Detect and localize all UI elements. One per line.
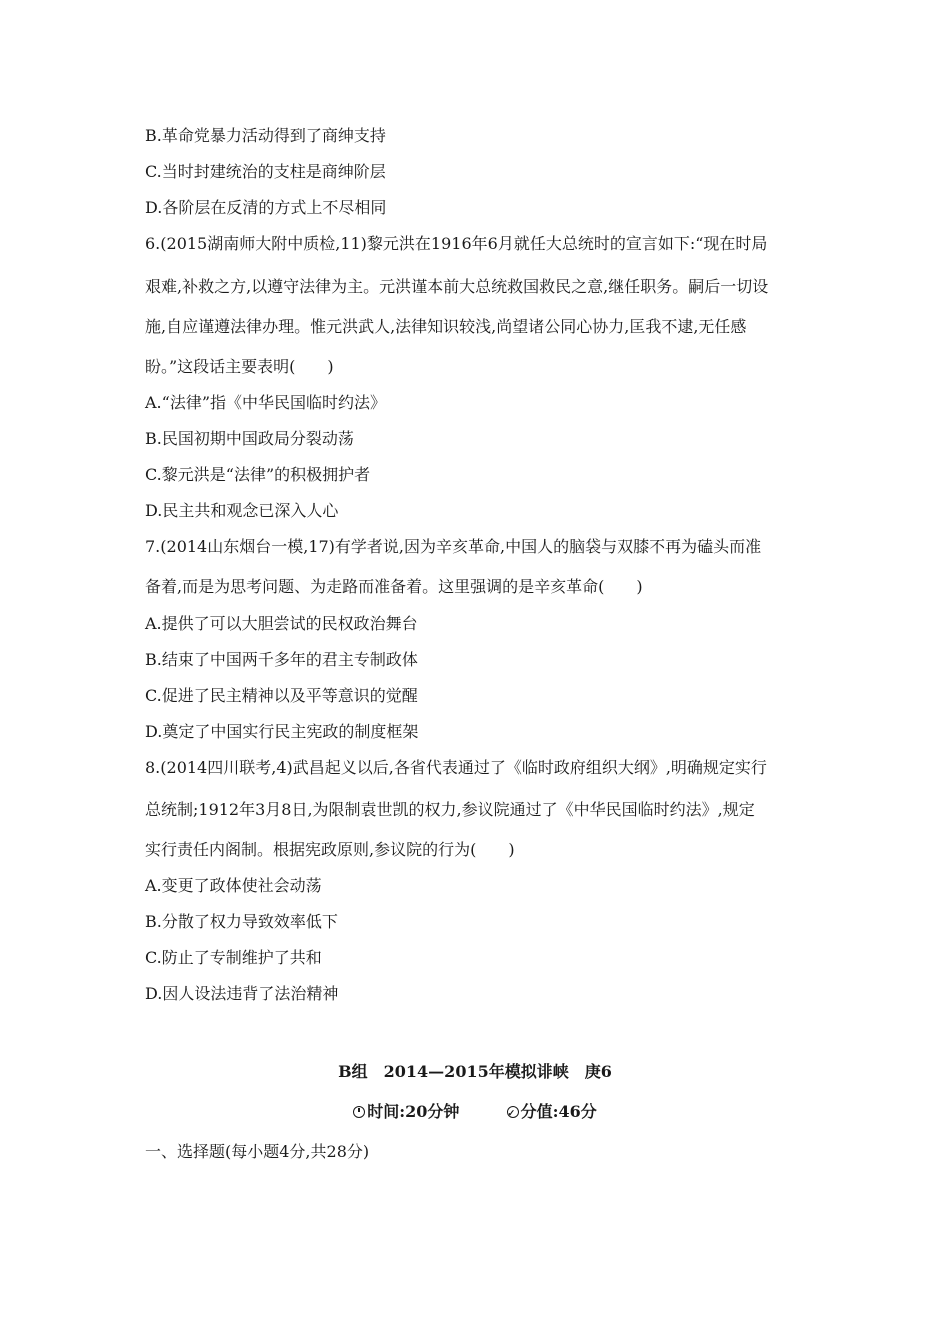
option-7b: B.结束了中国两千多年的君主专制政体 — [145, 650, 418, 669]
question-6-line-3: 施,自应谨遵法律办理。惟元洪武人,法律知识较浅,尚望诸公同心协力,匡我不逮,无任感 — [145, 317, 747, 336]
option-6d: D.民主共和观念已深入人心 — [145, 501, 339, 520]
score-label: 分值:46分 — [520, 1102, 597, 1121]
option-8a: A.变更了政体使社会动荡 — [145, 876, 322, 895]
option-8d: D.因人设法违背了法治精神 — [145, 984, 339, 1003]
question-6-line-2: 艰难,补救之方,以遵守法律为主。元洪谨本前大总统救国救民之意,继任职务。嗣后一切设 — [145, 277, 769, 296]
question-6-line-4: 盼。”这段话主要表明( ) — [145, 357, 334, 376]
clock-icon — [353, 1106, 365, 1118]
question-7-line-2: 备着,而是为思考问题、为走路而准备着。这里强调的是辛亥革命( ) — [145, 577, 643, 596]
option-6b: B.民国初期中国政局分裂动荡 — [145, 429, 354, 448]
question-8-line-2: 总统制;1912年3月8日,为限制袁世凯的权力,参议院通过了《中华民国临时约法》,规定 — [145, 800, 755, 819]
section-title: B组 2014—2015年模拟诽峡 庚6 — [338, 1062, 612, 1081]
option-8c: C.防止了专制维护了共和 — [145, 948, 322, 967]
option-7c: C.促进了民主精神以及平等意识的觉醒 — [145, 686, 418, 705]
option-5d: D.各阶层在反清的方式上不尽相同 — [145, 198, 387, 217]
subsection-heading: 一、选择题(每小题4分,共28分) — [145, 1142, 370, 1161]
option-5b: B.革命党暴力活动得到了商绅支持 — [145, 126, 386, 145]
check-icon — [507, 1106, 519, 1118]
time-score-row — [0, 1101, 950, 1123]
question-8-line-1: 8.(2014四川联考,4)武昌起义以后,各省代表通过了《临时政府组织大纲》,明确规定实行 — [145, 758, 767, 777]
question-7-line-1: 7.(2014山东烟台一模,17)有学者说,因为辛亥革命,中国人的脑袋与双膝不再为磕头而准 — [145, 537, 762, 556]
option-5c: C.当时封建统治的支柱是商绅阶层 — [145, 162, 386, 181]
time-label: 时间:20分钟 — [367, 1102, 460, 1121]
option-7d: D.奠定了中国实行民主宪政的制度框架 — [145, 722, 419, 741]
question-8-line-3: 实行责任内阁制。根据宪政原则,参议院的行为( ) — [145, 840, 515, 859]
option-6c: C.黎元洪是“法律”的积极拥护者 — [145, 465, 371, 484]
question-6-line-1: 6.(2015湖南师大附中质检,11)黎元洪在1916年6月就任大总统时的宣言如下:“现在时局 — [145, 234, 768, 253]
option-8b: B.分散了权力导致效率低下 — [145, 912, 338, 931]
option-6a: A.“法律”指《中华民国临时约法》 — [145, 393, 387, 412]
option-7a: A.提供了可以大胆尝试的民权政治舞台 — [145, 614, 418, 633]
